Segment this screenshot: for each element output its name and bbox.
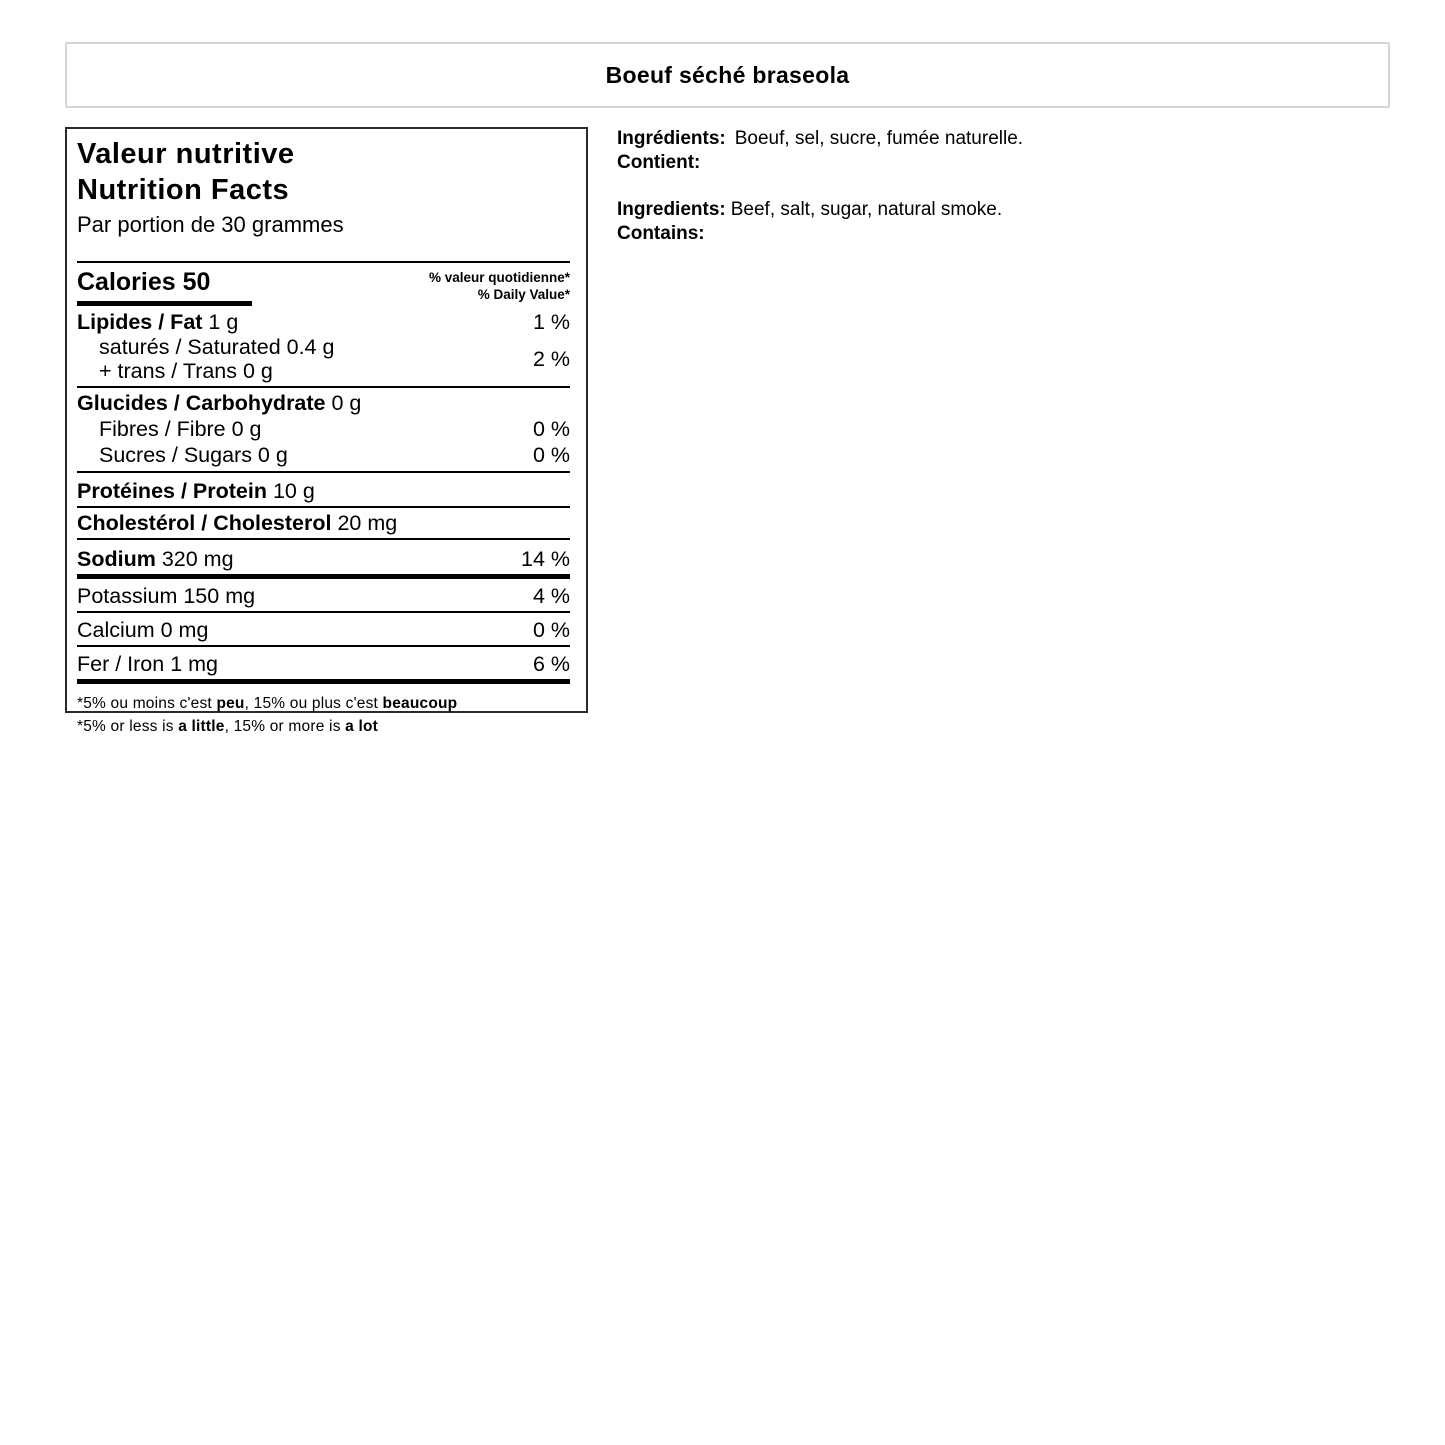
row-sugars bbox=[77, 442, 570, 468]
ingredients-section bbox=[617, 127, 1337, 245]
calcium-label: Calcium 0 mg bbox=[77, 618, 209, 642]
row-protein bbox=[77, 478, 570, 504]
fat-dv: 1 % bbox=[532, 310, 570, 334]
ingredients-fr-text: Boeuf, sel, sucre, fumée naturelle. bbox=[734, 128, 1024, 149]
cholesterol-label: Cholestérol / Cholesterol 20 mg bbox=[77, 511, 398, 535]
ingredients-fr-label: Ingrédients: bbox=[617, 128, 726, 149]
divider bbox=[77, 386, 570, 388]
row-sodium bbox=[77, 546, 570, 572]
potassium-dv: 4 % bbox=[532, 584, 570, 608]
daily-value-header bbox=[429, 266, 570, 303]
ingredients-fr bbox=[617, 127, 1337, 174]
contains-en-label: Contains: bbox=[617, 222, 705, 244]
row-carbohydrate bbox=[77, 390, 570, 416]
row-potassium bbox=[77, 583, 570, 609]
ingredients-en-line bbox=[617, 198, 1337, 222]
iron-dv: 6 % bbox=[532, 652, 570, 676]
calories-label: Calories 50 bbox=[77, 266, 252, 306]
panel-title-fr: Valeur nutritive bbox=[77, 138, 295, 170]
ingredients-en-text: Beef, salt, sugar, natural smoke. bbox=[730, 199, 1003, 220]
iron-label: Fer / Iron 1 mg bbox=[77, 652, 218, 676]
row-iron bbox=[77, 651, 570, 677]
product-title-box bbox=[65, 42, 1390, 108]
daily-value-header-fr: % valeur quotidienne* bbox=[428, 270, 570, 285]
row-fat bbox=[77, 309, 570, 335]
divider-thick bbox=[77, 679, 570, 684]
sugars-label: Sucres / Sugars 0 g bbox=[99, 443, 288, 467]
divider-thick bbox=[77, 574, 570, 579]
sodium-dv: 14 % bbox=[520, 547, 570, 571]
fibre-dv: 0 % bbox=[532, 417, 570, 441]
divider bbox=[77, 645, 570, 647]
contains-fr-label: Contient: bbox=[617, 151, 701, 173]
ingredients-fr-line bbox=[617, 127, 1337, 151]
carbohydrate-label: Glucides / Carbohydrate 0 g bbox=[77, 391, 362, 415]
ingredients-en-label: Ingredients: bbox=[617, 199, 726, 220]
footnote-en: *5% or less is a little, 15% or more is a lot bbox=[77, 718, 379, 735]
saturated-trans-label: saturés / Saturated 0.4 g + trans / Trans 0 g bbox=[99, 335, 335, 383]
footnote bbox=[77, 692, 570, 738]
divider bbox=[77, 611, 570, 613]
protein-label: Protéines / Protein 10 g bbox=[77, 479, 315, 503]
row-fibre bbox=[77, 416, 570, 442]
fibre-label: Fibres / Fibre 0 g bbox=[99, 417, 262, 441]
sugars-dv: 0 % bbox=[532, 443, 570, 467]
product-title: Boeuf séché braseola bbox=[605, 61, 850, 88]
nutrition-facts-panel bbox=[65, 127, 588, 735]
row-cholesterol bbox=[77, 510, 570, 536]
calories-row bbox=[77, 266, 570, 306]
footnote-fr: *5% ou moins c'est peu, 15% ou plus c'est beaucoup bbox=[77, 695, 458, 712]
fat-label: Lipides / Fat 1 g bbox=[77, 310, 239, 334]
daily-value-header-en: % Daily Value* bbox=[477, 287, 570, 302]
row-saturated-trans bbox=[77, 335, 570, 383]
panel-title-en: Nutrition Facts bbox=[77, 174, 290, 206]
serving-size: Par portion de 30 grammes bbox=[77, 212, 344, 237]
divider bbox=[77, 261, 570, 263]
row-calcium bbox=[77, 617, 570, 643]
divider bbox=[77, 506, 570, 508]
saturated-trans-dv: 2 % bbox=[532, 347, 570, 371]
sodium-label: Sodium 320 mg bbox=[77, 547, 234, 571]
potassium-label: Potassium 150 mg bbox=[77, 584, 256, 608]
divider bbox=[77, 471, 570, 473]
ingredients-en bbox=[617, 198, 1337, 245]
calcium-dv: 0 % bbox=[532, 618, 570, 642]
divider bbox=[77, 538, 570, 540]
